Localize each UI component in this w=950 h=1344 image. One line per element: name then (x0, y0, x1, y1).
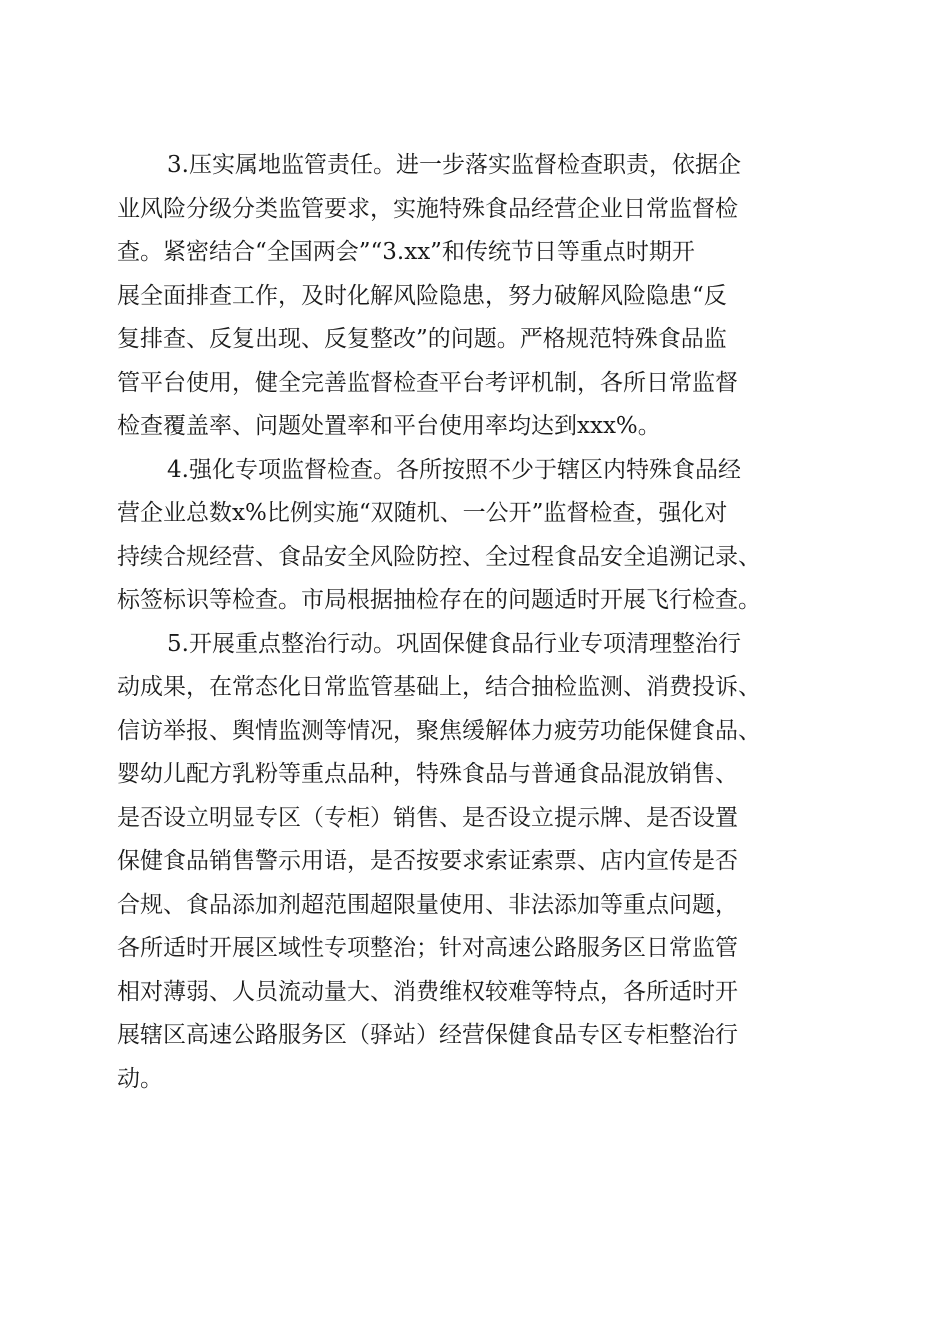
paragraph-line: 营企业总数x%比例实施“双随机、一公开”监督检查，强化对 (117, 500, 728, 526)
paragraph-line: 持续合规经营、食品安全风险防控、全过程食品安全追溯记录、 (117, 543, 761, 570)
paragraph-line: 保健食品销售警示用语，是否按要求索证索票、店内宣传是否 (117, 848, 738, 874)
paragraph-line: 5.开展重点整治行动。巩固保健食品行业专项清理整治行 (167, 630, 741, 657)
paragraph-3 (117, 144, 837, 449)
paragraph-line: 查。紧密结合“全国两会”“3.xx”和传统节日等重点时期开 (117, 239, 695, 265)
paragraph-line: 动成果，在常态化日常监管基础上，结合抽检监测、消费投诉、 (117, 674, 761, 700)
paragraph-line: 4.强化专项监督检查。各所按照不少于辖区内特殊食品经 (167, 456, 741, 483)
paragraph-line: 3.压实属地监管责任。进一步落实监督检查职责，依据企 (167, 152, 741, 178)
paragraph-line: 合规、食品添加剂超范围超限量使用、非法添加等重点问题， (117, 891, 738, 918)
paragraph-4 (117, 449, 837, 623)
paragraph-line: 各所适时开展区域性专项整治；针对高速公路服务区日常监管 (117, 935, 738, 961)
paragraph-line: 标签标识等检查。市局根据抽检存在的问题适时开展飞行检查。 (117, 587, 761, 613)
paragraph-line: 复排查、反复出现、反复整改”的问题。严格规范特殊食品监 (117, 326, 727, 352)
paragraph-line: 婴幼儿配方乳粉等重点品种，特殊食品与普通食品混放销售、 (117, 761, 738, 787)
paragraph-5 (117, 623, 837, 1102)
paragraph-line: 是否设立明显专区（专柜）销售、是否设立提示牌、是否设置 (117, 804, 738, 831)
paragraph-line: 动。 (117, 1065, 163, 1092)
paragraph-line: 相对薄弱、人员流动量大、消费维权较难等特点，各所适时开 (117, 978, 738, 1005)
document-body (117, 144, 837, 1101)
paragraph-line: 展辖区高速公路服务区（驿站）经营保健食品专区专柜整治行 (117, 1022, 738, 1048)
paragraph-line: 检查覆盖率、问题处置率和平台使用率均达到xxx%。 (117, 413, 661, 439)
paragraph-line: 展全面排查工作，及时化解风险隐患，努力破解风险隐患“反 (117, 282, 727, 309)
paragraph-line: 管平台使用，健全完善监督检查平台考评机制，各所日常监督 (117, 369, 738, 396)
paragraph-line: 信访举报、舆情监测等情况，聚焦缓解体力疲劳功能保健食品、 (117, 717, 761, 744)
paragraph-line: 业风险分级分类监管要求，实施特殊食品经营企业日常监督检 (117, 195, 738, 222)
